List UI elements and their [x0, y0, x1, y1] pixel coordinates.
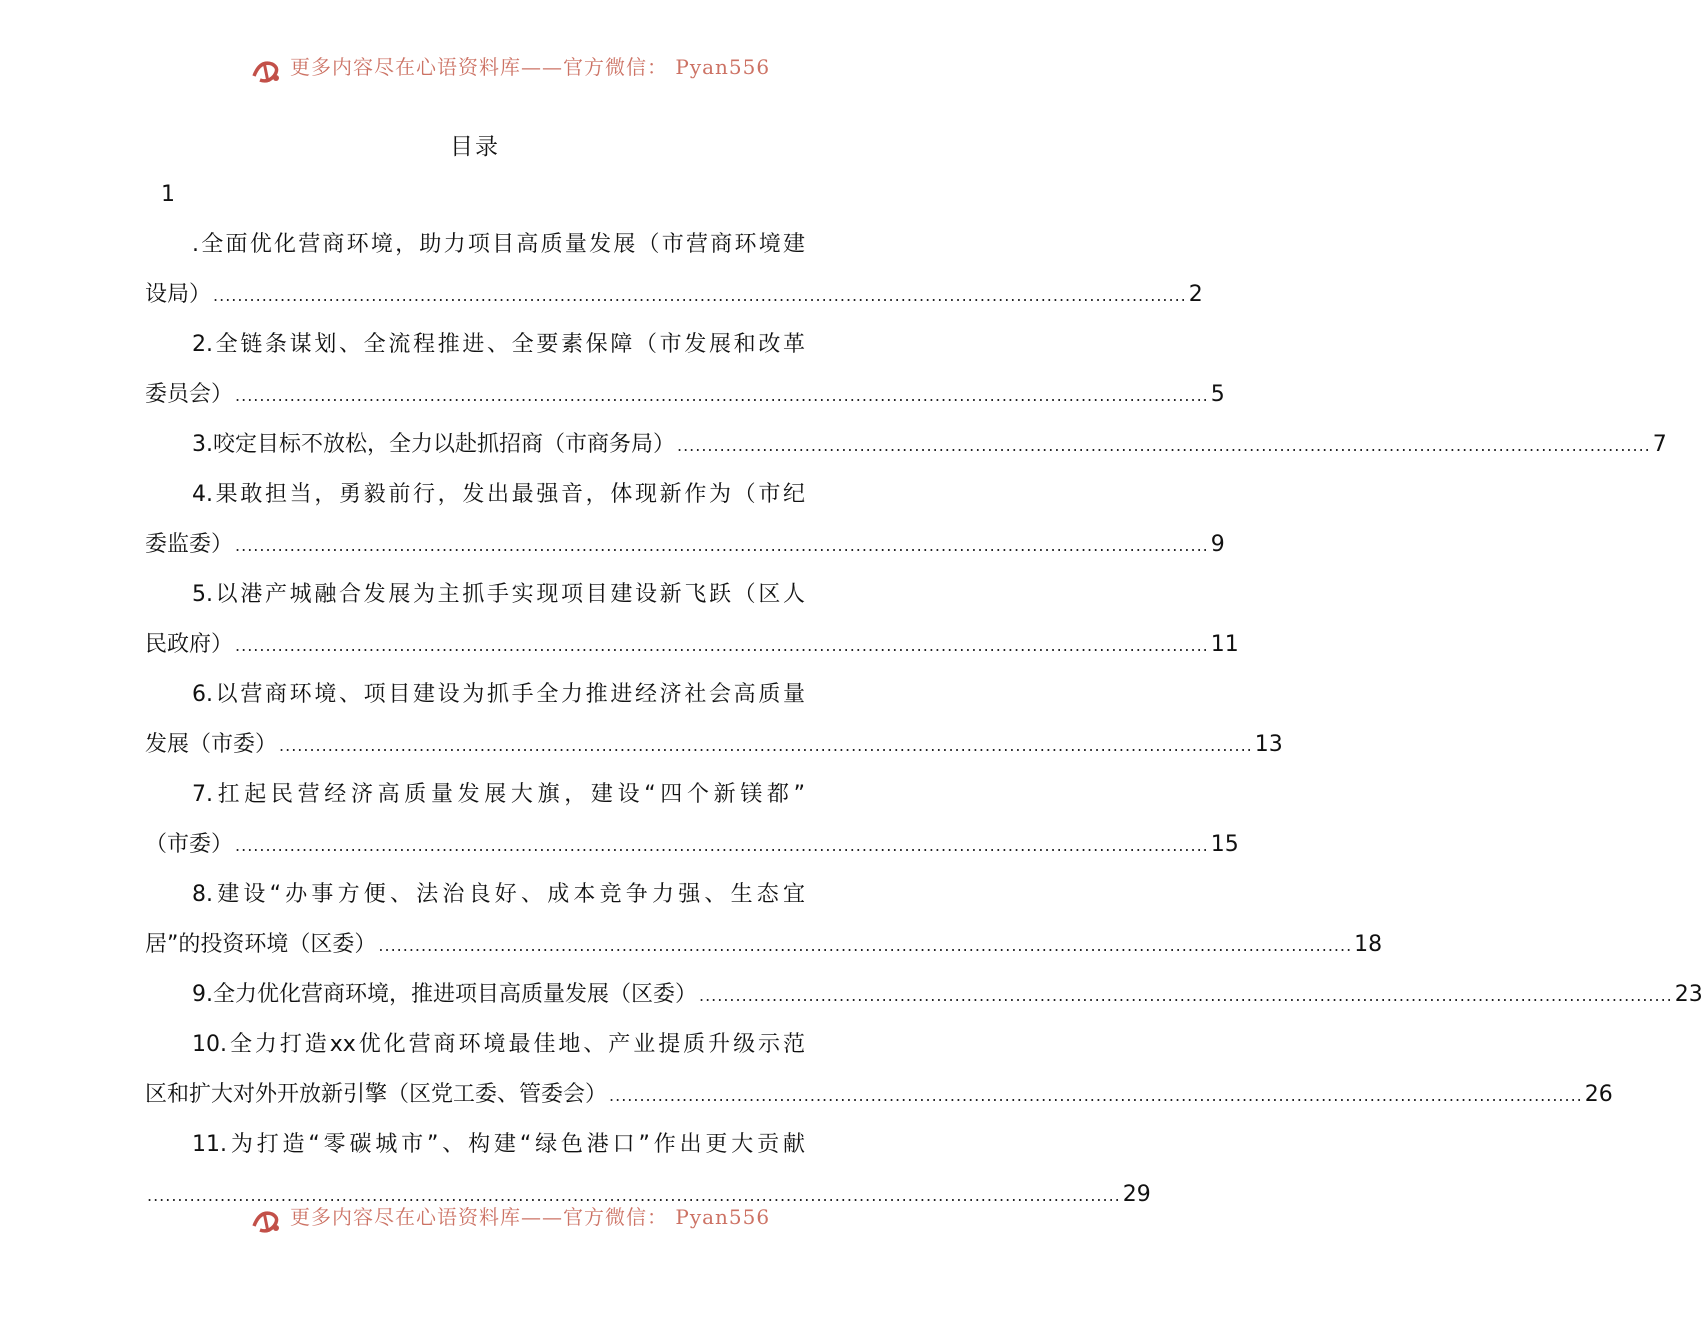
toc-entry-line: 7.扛起民营经济高质量发展大旗，建设“四个新镁都” [192, 782, 805, 807]
toc-entry[interactable]: 发展（市委） ................................................................................................................................................................ 13 [145, 728, 805, 762]
toc-entry-line: 6.以营商环境、项目建设为抓手全力推进经济社会高质量 [192, 682, 805, 707]
toc-entry[interactable]: 居”的投资环境（区委） ................................................................................................................................................................ 18 [145, 928, 805, 962]
dot-leader: ................................................................................................................................................................ [378, 936, 1353, 955]
page-number: 7 [1652, 432, 1667, 457]
page-number: 11 [1210, 632, 1239, 657]
page-number: 9 [1210, 532, 1225, 557]
toc-entry[interactable]: 3.咬定目标不放松，全力以赴抓招商（市商务局） ................................................................................................................................................................ 7 [145, 428, 805, 462]
page-number: 5 [1210, 382, 1225, 407]
page-number: 18 [1354, 932, 1383, 957]
dot-leader: ................................................................................................................................................................ [235, 386, 1209, 405]
page-number: 2 [1188, 282, 1203, 307]
toc-entry[interactable]: 9.全力优化营商环境，推进项目高质量发展（区委） ................................................................................................................................................................ 23 [145, 978, 805, 1012]
page-number: 29 [1122, 1182, 1151, 1207]
toc-entry[interactable]: 设局） ................................................................................................................................................................ 2 [145, 278, 805, 312]
dot-leader: ................................................................................................................................................................ [235, 636, 1209, 655]
page-number: 15 [1210, 832, 1239, 857]
toc-entry-line: 11.为打造“零碳城市”、构建“绿色港口”作出更大贡献 [192, 1132, 805, 1157]
toc-entry-line: 8.建设“办事方便、法治良好、成本竞争力强、生态宜 [192, 882, 805, 907]
toc-entry[interactable]: 委监委） ................................................................................................................................................................ 9 [145, 528, 805, 562]
toc-entry[interactable]: 委员会） ................................................................................................................................................................ 5 [145, 378, 805, 412]
toc-entry-line: 2.全链条谋划、全流程推进、全要素保障（市发展和改革 [192, 332, 805, 357]
dot-leader: ................................................................................................................................................................ [213, 286, 1187, 305]
page-number: 13 [1254, 732, 1283, 757]
toc-entry-line: 5.以港产城融合发展为主抓手实现项目建设新飞跃（区人 [192, 582, 805, 607]
toc-entry[interactable]: （市委） ................................................................................................................................................................ 15 [145, 828, 805, 862]
watermark-logo-icon [250, 56, 284, 86]
dot-leader: ................................................................................................................................................................ [235, 536, 1209, 555]
page-number: 23 [1674, 982, 1703, 1007]
page-title: 目录 [450, 134, 500, 160]
dot-leader: ................................................................................................................................................................ [609, 1086, 1583, 1105]
watermark-bottom [250, 1204, 770, 1238]
watermark-text: 更多内容尽在心语资料库——官方微信： Pyan556 [290, 1204, 771, 1229]
dot-leader: ................................................................................................................................................................ [699, 986, 1673, 1005]
dot-leader: ................................................................................................................................................................ [147, 1186, 1121, 1205]
dot-leader: ................................................................................................................................................................ [677, 436, 1651, 455]
toc-entry-line: .全面优化营商环境，助力项目高质量发展（市营商环境建 [192, 232, 805, 257]
dot-leader: ................................................................................................................................................................ [279, 736, 1253, 755]
dot-leader: ................................................................................................................................................................ [235, 836, 1209, 855]
watermark-top [250, 54, 770, 88]
watermark-text: 更多内容尽在心语资料库——官方微信： Pyan556 [290, 54, 771, 79]
watermark-logo-icon [250, 1206, 284, 1236]
toc-number: 1 [161, 182, 175, 207]
toc-entry-line: 4.果敢担当，勇毅前行，发出最强音，体现新作为（市纪 [192, 482, 805, 507]
page-number: 26 [1584, 1082, 1613, 1107]
toc-entry-line: 10.全力打造xx优化营商环境最佳地、产业提质升级示范 [192, 1032, 805, 1057]
toc-entry[interactable]: 民政府） ................................................................................................................................................................ 11 [145, 628, 805, 662]
toc-entry[interactable]: 区和扩大对外开放新引擎（区党工委、管委会） ................................................................................................................................................................ 26 [145, 1078, 805, 1112]
